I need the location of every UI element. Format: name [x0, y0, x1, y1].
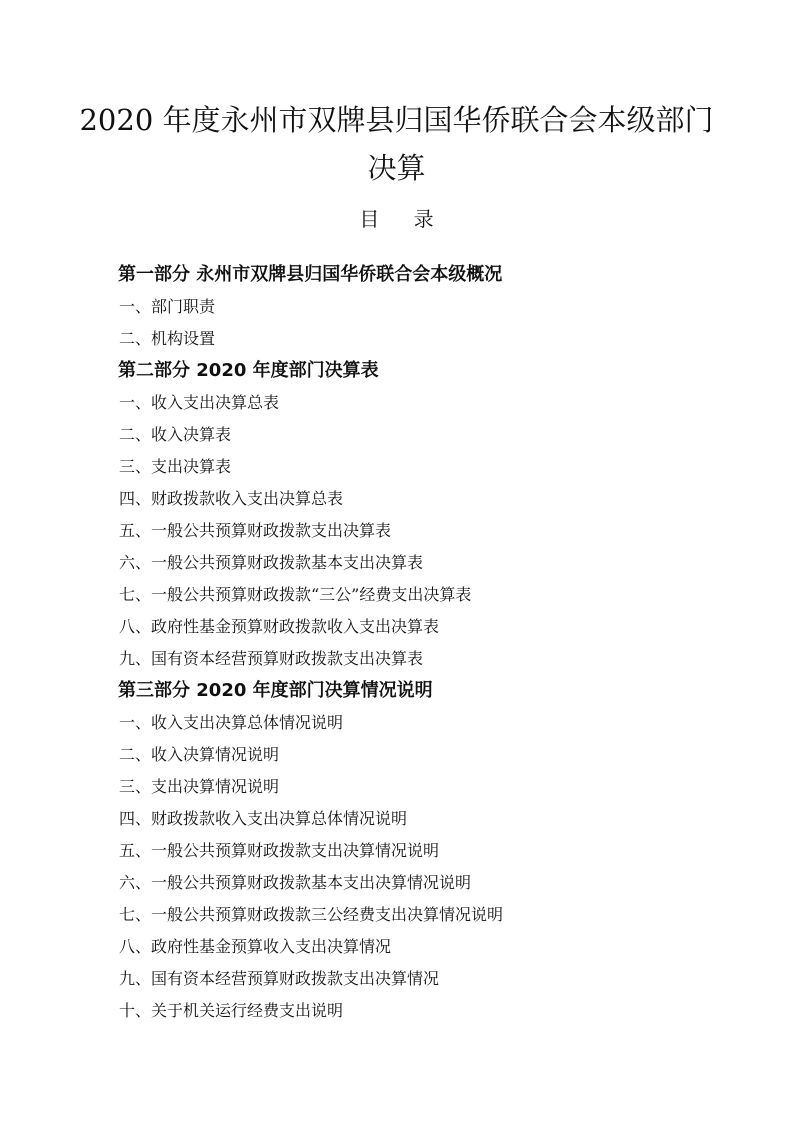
toc-item: 六、一般公共预算财政拨款基本支出决算情况说明 — [119, 873, 472, 892]
toc-item: 三、支出决算表 — [119, 457, 232, 476]
toc-part-2: 第二部分 2020 年度部门决算表 — [118, 360, 379, 381]
toc-part-3: 第三部分 2020 年度部门决算情况说明 — [118, 680, 433, 701]
toc-item: 一、收入支出决算总体情况说明 — [119, 713, 344, 732]
toc-item: 九、国有资本经营预算财政拨款支出决算情况 — [119, 969, 440, 988]
toc-item: 二、收入决算表 — [119, 425, 232, 444]
toc-item: 七、一般公共预算财政拨款三公经费支出决算情况说明 — [119, 905, 504, 924]
toc-item: 七、一般公共预算财政拨款“三公”经费支出决算表 — [119, 585, 472, 604]
toc-heading: 目 录 — [359, 207, 448, 231]
toc-item: 二、收入决算情况说明 — [119, 745, 280, 764]
document-title-line-2: 决算 — [367, 151, 426, 185]
toc-item: 一、部门职责 — [119, 297, 216, 316]
toc-item: 五、一般公共预算财政拨款支出决算表 — [119, 521, 392, 540]
toc-item: 十、关于机关运行经费支出说明 — [119, 1001, 344, 1020]
toc-part-1: 第一部分 永州市双牌县归国华侨联合会本级概况 — [118, 264, 503, 285]
toc-item: 五、一般公共预算财政拨款支出决算情况说明 — [119, 841, 440, 860]
toc-item: 八、政府性基金预算财政拨款收入支出决算表 — [119, 617, 440, 636]
toc-item: 四、财政拨款收入支出决算总体情况说明 — [119, 809, 408, 828]
toc-item: 一、收入支出决算总表 — [119, 393, 280, 412]
toc-item: 八、政府性基金预算收入支出决算情况 — [119, 937, 392, 956]
toc-item: 九、国有资本经营预算财政拨款支出决算表 — [119, 649, 424, 668]
toc-item: 二、机构设置 — [119, 329, 216, 348]
toc-item: 四、财政拨款收入支出决算总表 — [119, 489, 344, 508]
table-of-contents — [118, 259, 738, 1027]
toc-item: 六、一般公共预算财政拨款基本支出决算表 — [119, 553, 424, 572]
toc-item: 三、支出决算情况说明 — [119, 777, 280, 796]
document-title — [60, 96, 733, 192]
document-title-line-1: 2020 年度永州市双牌县归国华侨联合会本级部门 — [79, 103, 714, 137]
